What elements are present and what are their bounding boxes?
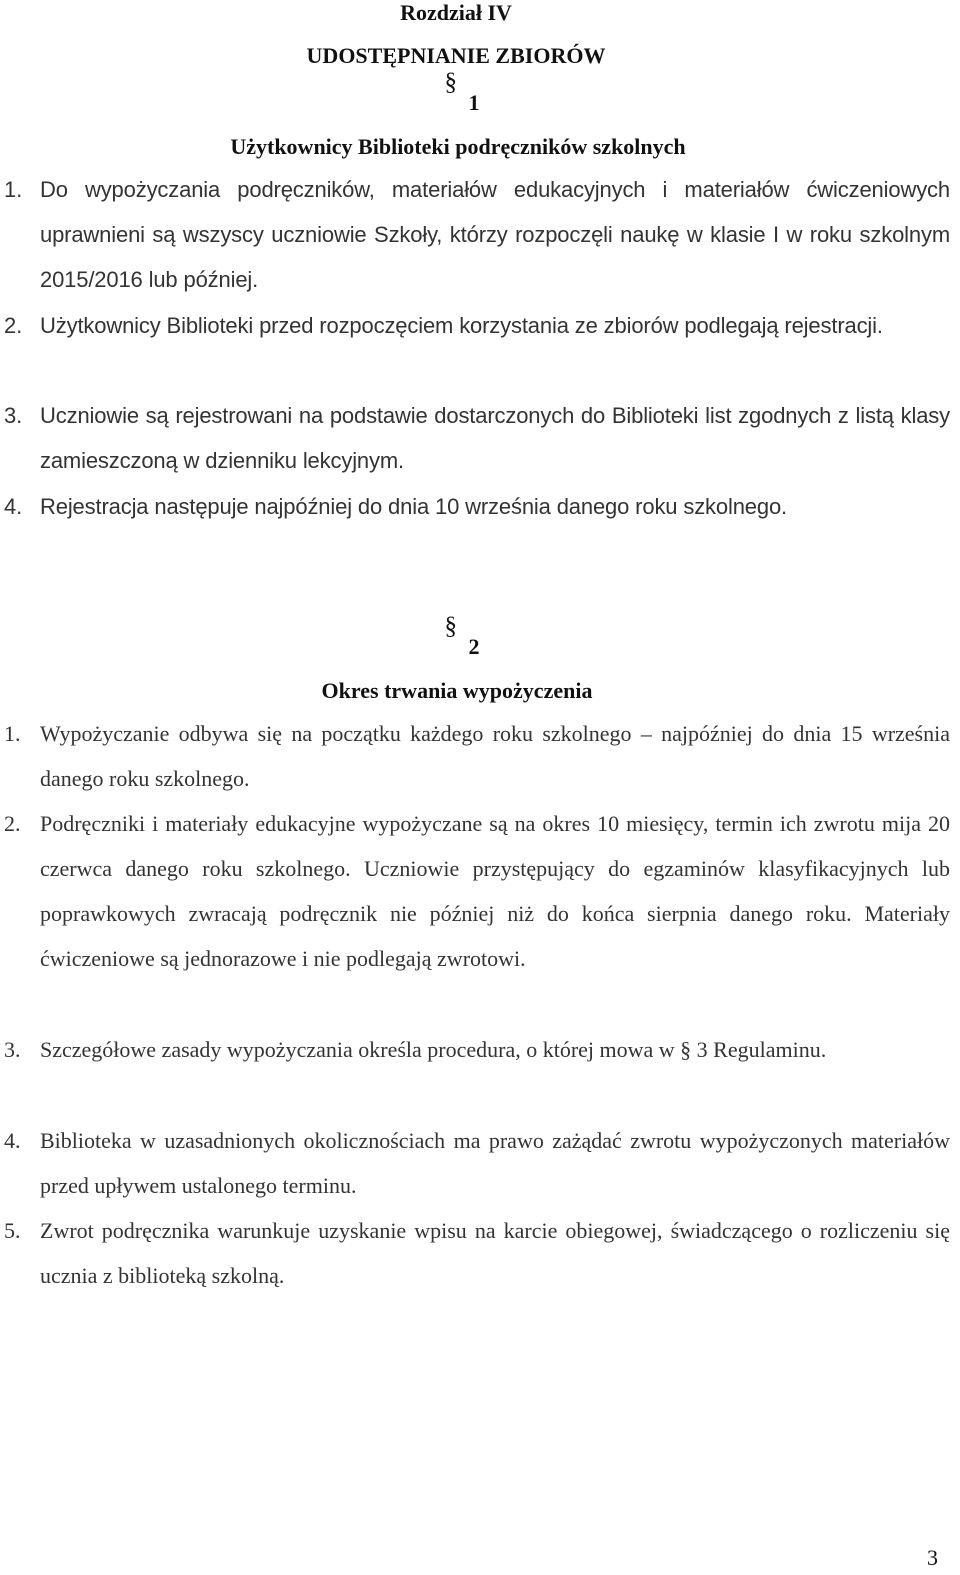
section-2-item-1 bbox=[0, 711, 956, 801]
item-text: Podręczniki i materiały edukacyjne wypożyczane są na okres 10 miesięcy, termin ich zwrotu mija 20 czerwca danego roku szkolnego. Uczniowie przystępujący do egzaminów klasyfikacyjnych lub poprawkowych zwracają podręcznik nie później niż do końca sierpnia danego roku. Materiały ćwiczeniowe są jednorazowe i nie podlegają zwrotowi. bbox=[40, 811, 950, 971]
chapter-title: UDOSTĘPNIANIE ZBIORÓW bbox=[306, 43, 606, 68]
item-text: Wypożyczanie odbywa się na początku każdego roku szkolnego – najpóźniej do dnia 15 września danego roku szkolnego. bbox=[40, 721, 950, 791]
item-text: Użytkownicy Biblioteki przed rozpoczęciem korzystania ze zbiorów podlegają rejestracji. bbox=[40, 313, 883, 338]
item-number: 4. bbox=[4, 1128, 21, 1153]
section-sign-icon: § 2 bbox=[469, 633, 480, 661]
section-1-item-4 bbox=[0, 484, 956, 529]
section-1-item-1 bbox=[0, 167, 956, 303]
item-number: 2. bbox=[4, 811, 21, 836]
item-number: 1. bbox=[4, 721, 21, 746]
section-1-item-2 bbox=[0, 303, 956, 393]
item-text: Uczniowie są rejestrowani na podstawie dostarczonych do Biblioteki list zgodnych z listą klasy zamieszczoną w dzienniku lekcyjnym. bbox=[40, 403, 950, 473]
item-number: 1. bbox=[4, 177, 23, 202]
section-1-title: Użytkownicy Biblioteki podręczników szkolnych bbox=[230, 134, 686, 159]
section-1-item-3 bbox=[0, 393, 956, 483]
item-number: 3. bbox=[4, 403, 23, 428]
chapter-label: Rozdział IV bbox=[400, 0, 512, 25]
section-2-number bbox=[18, 633, 930, 661]
section-2-title: Okres trwania wypożyczenia bbox=[321, 678, 593, 703]
item-number: 4. bbox=[4, 494, 23, 519]
section-2-item-4 bbox=[0, 1118, 956, 1208]
section-2-item-5 bbox=[0, 1208, 956, 1298]
section-sign-icon: § 1 bbox=[469, 89, 480, 117]
page-number: 3 bbox=[927, 1545, 938, 1570]
item-number: 2. bbox=[4, 313, 23, 338]
item-text: Szczegółowe zasady wypożyczania określa procedura, o której mowa w § 3 Regulaminu. bbox=[40, 1037, 827, 1062]
section-1-number bbox=[18, 89, 930, 117]
item-text: Biblioteka w uzasadnionych okolicznościach ma prawo zażądać zwrotu wypożyczonych materiałów przed upływem ustalonego terminu. bbox=[40, 1128, 950, 1198]
section-2-item-3 bbox=[0, 1027, 956, 1117]
item-text: Zwrot podręcznika warunkuje uzyskanie wpisu na karcie obiegowej, świadczącego o rozliczeniu się ucznia z biblioteką szkolną. bbox=[40, 1218, 950, 1288]
section-2-item-2 bbox=[0, 801, 956, 1027]
item-text: Do wypożyczania podręczników, materiałów edukacyjnych i materiałów ćwiczeniowych uprawnieni są wszyscy uczniowie Szkoły, którzy rozpoczęli naukę w klasie I w roku szkolnym 2015/2016 lub później. bbox=[40, 177, 950, 292]
item-number: 3. bbox=[4, 1037, 21, 1062]
item-number: 5. bbox=[4, 1218, 21, 1243]
item-text: Rejestracja następuje najpóźniej do dnia 10 września danego roku szkolnego. bbox=[40, 494, 788, 519]
